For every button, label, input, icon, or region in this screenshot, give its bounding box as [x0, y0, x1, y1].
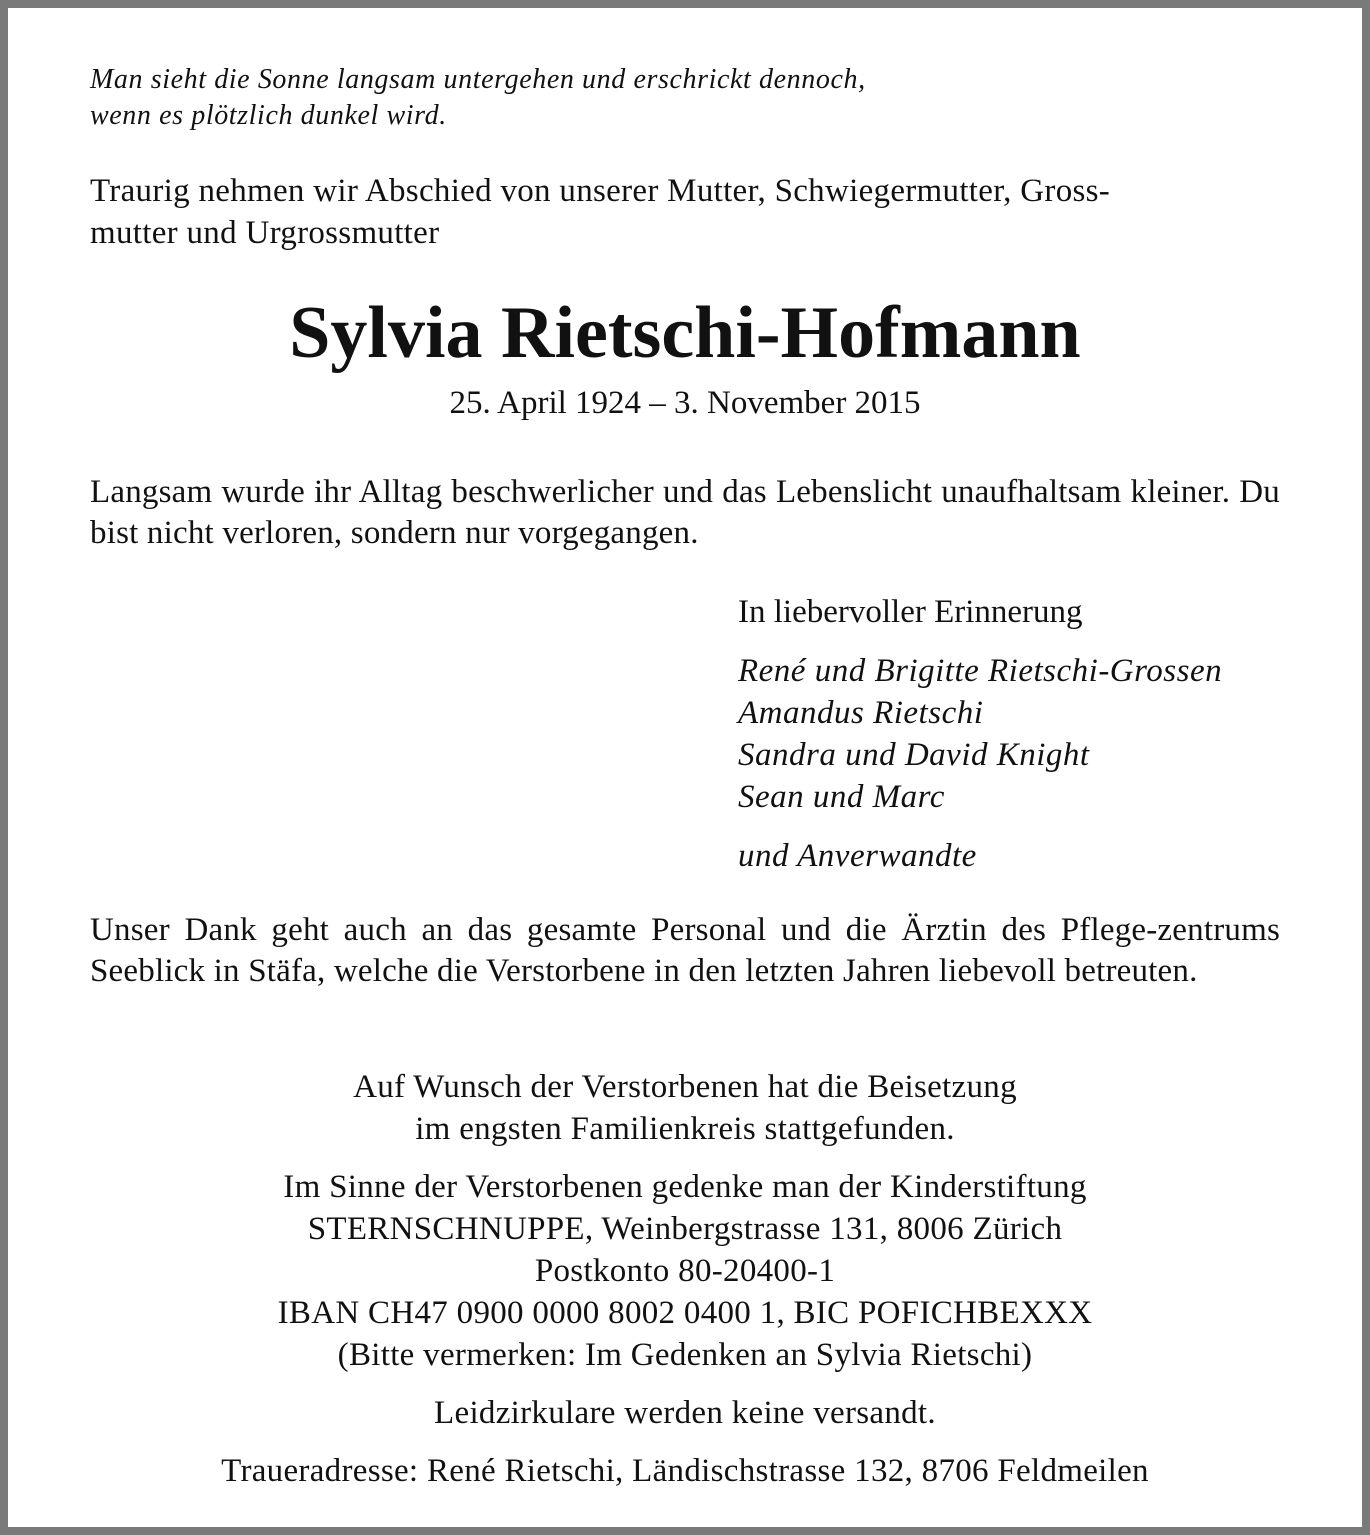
signature-name: Amandus Rietschi [738, 695, 984, 731]
donation-line-2: STERNSCHNUPPE, Weinbergstrasse 131, 8006 Zürich [307, 1211, 1063, 1247]
signature-relatives: und Anverwandte [738, 838, 977, 874]
deceased-name: Sylvia Rietschi-Hofmann [289, 292, 1081, 374]
memorial-paragraph: Langsam wurde ihr Alltag beschwerlicher und das Lebenslicht unaufhaltsam kleiner. Du bist nicht verloren, sondern nur vorgegangen. [90, 474, 1280, 551]
signature-names [738, 650, 1298, 818]
donation-line-4: IBAN CH47 0900 0000 8002 0400 1, BIC POFICHBEXXX [277, 1295, 1093, 1331]
signature-name: Sean und Marc [738, 779, 945, 815]
burial-line-1: Auf Wunsch der Verstorbenen hat die Beisetzung [353, 1069, 1017, 1105]
intro-line-2: mutter und Urgrossmutter [90, 215, 440, 251]
intro-text [90, 170, 1280, 254]
circulars-notice: Leidzirkulare werden keine versandt. [434, 1395, 936, 1431]
donation-notice [90, 1166, 1280, 1376]
donation-line-1: Im Sinne der Verstorbenen gedenke man der Kinderstiftung [283, 1169, 1087, 1205]
motto-quote [90, 62, 1280, 134]
burial-line-2: im engsten Familienkreis stattgefunden. [415, 1111, 955, 1147]
motto-line-1: Man sieht die Sonne langsam untergehen und erschrickt dennoch, [90, 64, 866, 95]
life-dates: 25. April 1924 – 3. November 2015 [449, 385, 921, 421]
burial-notice [90, 1066, 1280, 1150]
motto-line-2: wenn es plötzlich dunkel wird. [90, 100, 447, 131]
donation-line-5: (Bitte vermerken: Im Gedenken an Sylvia Rietschi) [337, 1337, 1033, 1373]
signature-intro: In liebervoller Erinnerung [738, 594, 1083, 630]
donation-line-3: Postkonto 80-20400-1 [534, 1253, 836, 1289]
mourning-address: Traueradresse: René Rietschi, Ländischstrasse 132, 8706 Feldmeilen [221, 1453, 1149, 1489]
signature-name: René und Brigitte Rietschi-Grossen [738, 653, 1223, 689]
thanks-paragraph: Unser Dank geht auch an das gesamte Personal und die Ärztin des Pflege-zentrums Seeblick in Stäfa, welche die Verstorbene in den letzten Jahren liebevoll betreuten. [90, 912, 1280, 989]
signature-name: Sandra und David Knight [738, 737, 1090, 773]
intro-line-1: Traurig nehmen wir Abschied von unserer Mutter, Schwiegermutter, Gross- [90, 173, 1111, 209]
